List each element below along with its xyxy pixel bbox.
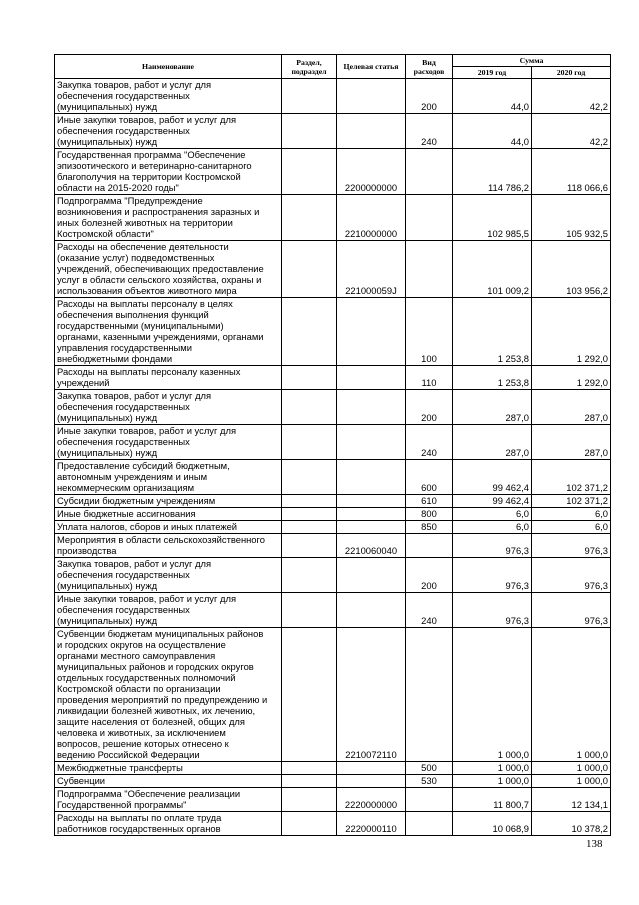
name-cell: Межбюджетные трансферты [55,762,282,775]
table-row [55,508,611,521]
table-row [55,534,611,558]
section-cell [282,114,337,149]
target-cell: 2210060040 [337,534,406,558]
sum-2020-cell: 1 292,0 [532,298,611,366]
sum-2019-cell: 287,0 [453,425,532,460]
target-cell: 2210000000 [337,195,406,241]
target-cell: 2220000110 [337,812,406,836]
sum-2019-cell: 101 009,2 [453,241,532,298]
section-cell [282,628,337,762]
name-cell: Закупка товаров, работ и услуг для обеспечения государственных (муниципальных) нужд [55,558,282,593]
kind-cell: 200 [406,79,453,114]
sum-2020-cell: 1 000,0 [532,628,611,762]
sum-2019-cell: 1 253,8 [453,366,532,390]
sum-2020-cell: 6,0 [532,508,611,521]
sum-2019-cell: 976,3 [453,558,532,593]
section-cell [282,390,337,425]
sum-2019-cell: 1 000,0 [453,775,532,788]
target-cell: 2200000000 [337,149,406,195]
kind-cell: 240 [406,425,453,460]
sum-2019-cell: 1 253,8 [453,298,532,366]
sum-2020-cell: 1 000,0 [532,762,611,775]
sum-2020-cell: 118 066,6 [532,149,611,195]
kind-cell: 850 [406,521,453,534]
sum-2019-cell: 1 000,0 [453,628,532,762]
table-row [55,788,611,812]
target-cell [337,366,406,390]
name-cell: Предоставление субсидий бюджетным, автономным учреждениям и иным некоммерческим организациям [55,460,282,495]
sum-2020-cell: 102 371,2 [532,460,611,495]
name-cell: Подпрограмма "Обеспечение реализации Государственной программы" [55,788,282,812]
sum-2019-cell: 44,0 [453,79,532,114]
section-cell [282,298,337,366]
name-cell: Расходы на выплаты персоналу казенных учреждений [55,366,282,390]
section-cell [282,495,337,508]
sum-2020-cell: 1 292,0 [532,366,611,390]
sum-2019-cell: 99 462,4 [453,495,532,508]
header-year-2019: 2019 год [453,67,532,79]
section-cell [282,775,337,788]
kind-cell [406,241,453,298]
target-cell: 2220000000 [337,788,406,812]
header-sum: Сумма [453,55,611,67]
section-cell [282,534,337,558]
sum-2019-cell: 976,3 [453,534,532,558]
table-row [55,593,611,628]
target-cell [337,460,406,495]
sum-2019-cell: 102 985,5 [453,195,532,241]
name-cell: Иные закупки товаров, работ и услуг для обеспечения государственных (муниципальных) нужд [55,593,282,628]
name-cell: Расходы на обеспечение деятельности (оказание услуг) подведомственных учреждений, обеспечивающих предоставление услуг в области сельского хозяйства, охраны и использования объектов животного мира [55,241,282,298]
kind-cell: 100 [406,298,453,366]
table-row [55,775,611,788]
table-row [55,390,611,425]
section-cell [282,195,337,241]
table-header [55,55,611,79]
name-cell: Иные бюджетные ассигнования [55,508,282,521]
section-cell [282,593,337,628]
kind-cell: 600 [406,460,453,495]
budget-table [54,54,611,836]
table-row [55,79,611,114]
table-row [55,762,611,775]
target-cell: 2210072110 [337,628,406,762]
kind-cell: 240 [406,593,453,628]
target-cell [337,298,406,366]
kind-cell [406,628,453,762]
name-cell: Иные закупки товаров, работ и услуг для обеспечения государственных (муниципальных) нужд [55,114,282,149]
target-cell [337,762,406,775]
header-row [55,55,611,67]
name-cell: Закупка товаров, работ и услуг для обеспечения государственных (муниципальных) нужд [55,390,282,425]
name-cell: Субвенции [55,775,282,788]
target-cell [337,775,406,788]
sum-2019-cell: 1 000,0 [453,762,532,775]
name-cell: Расходы на выплаты персоналу в целях обеспечения выполнения функций государственными (муниципальными) органами, казенными учреждениями, органами управления государственными внебюджетными фондами [55,298,282,366]
section-cell [282,460,337,495]
sum-2020-cell: 103 956,2 [532,241,611,298]
name-cell: Мероприятия в области сельскохозяйственного производства [55,534,282,558]
table-row [55,558,611,593]
kind-cell: 530 [406,775,453,788]
target-cell [337,114,406,149]
table-body [55,79,611,836]
sum-2019-cell: 11 800,7 [453,788,532,812]
sum-2020-cell: 976,3 [532,534,611,558]
section-cell [282,149,337,195]
section-cell [282,788,337,812]
sum-2019-cell: 976,3 [453,593,532,628]
header-target: Целевая статья [337,55,406,79]
sum-2020-cell: 42,2 [532,114,611,149]
name-cell: Уплата налогов, сборов и иных платежей [55,521,282,534]
target-cell: 221000059J [337,241,406,298]
kind-cell [406,812,453,836]
sum-2019-cell: 114 786,2 [453,149,532,195]
table-row [55,628,611,762]
sum-2019-cell: 6,0 [453,521,532,534]
header-name: Наименование [55,55,282,79]
table-row [55,149,611,195]
section-cell [282,366,337,390]
kind-cell [406,534,453,558]
table-row [55,812,611,836]
target-cell [337,558,406,593]
sum-2020-cell: 12 134,1 [532,788,611,812]
target-cell [337,79,406,114]
section-cell [282,425,337,460]
target-cell [337,390,406,425]
table-row [55,298,611,366]
target-cell [337,495,406,508]
sum-2019-cell: 10 068,9 [453,812,532,836]
header-year-2020: 2020 год [532,67,611,79]
kind-cell: 200 [406,558,453,593]
target-cell [337,521,406,534]
page-number: 138 [586,838,603,850]
sum-2020-cell: 102 371,2 [532,495,611,508]
name-cell: Расходы на выплаты по оплате труда работников государственных органов [55,812,282,836]
kind-cell: 500 [406,762,453,775]
header-kind: Вид расходов [406,55,453,79]
name-cell: Иные закупки товаров, работ и услуг для обеспечения государственных (муниципальных) нужд [55,425,282,460]
table-row [55,195,611,241]
kind-cell: 610 [406,495,453,508]
section-cell [282,508,337,521]
target-cell [337,508,406,521]
sum-2019-cell: 6,0 [453,508,532,521]
kind-cell [406,149,453,195]
section-cell [282,79,337,114]
sum-2020-cell: 287,0 [532,390,611,425]
sum-2019-cell: 287,0 [453,390,532,425]
header-section: Раздел, подраздел [282,55,337,79]
name-cell: Государственная программа "Обеспечение эпизоотического и ветеринарно-санитарного благополучия на территории Костромской области на 2015-2020 годы" [55,149,282,195]
sum-2020-cell: 1 000,0 [532,775,611,788]
table-row [55,521,611,534]
kind-cell: 240 [406,114,453,149]
name-cell: Субсидии бюджетным учреждениям [55,495,282,508]
sum-2020-cell: 976,3 [532,593,611,628]
sum-2020-cell: 6,0 [532,521,611,534]
table-row [55,495,611,508]
sum-2020-cell: 105 932,5 [532,195,611,241]
section-cell [282,521,337,534]
sum-2020-cell: 10 378,2 [532,812,611,836]
kind-cell: 200 [406,390,453,425]
kind-cell: 110 [406,366,453,390]
table-row [55,425,611,460]
table-row [55,241,611,298]
target-cell [337,425,406,460]
section-cell [282,241,337,298]
name-cell: Подпрограмма "Предупреждение возникновения и распространения заразных и иных болезней животных на территории Костромской области" [55,195,282,241]
sum-2020-cell: 287,0 [532,425,611,460]
name-cell: Закупка товаров, работ и услуг для обеспечения государственных (муниципальных) нужд [55,79,282,114]
target-cell [337,593,406,628]
section-cell [282,558,337,593]
table-row [55,114,611,149]
kind-cell [406,788,453,812]
sum-2019-cell: 99 462,4 [453,460,532,495]
kind-cell: 800 [406,508,453,521]
sum-2020-cell: 42,2 [532,79,611,114]
section-cell [282,812,337,836]
name-cell: Субвенции бюджетам муниципальных районов и городских округов на осуществление органами местного самоуправления муниципальных районов и городских округов отдельных государственных полномочий Костромской области по организации проведения мероприятий по предупреждению и ликвидации болезней животных, их лечению, защите населения от болезней, общих для человека и животных, за исключением вопросов, решение которых отнесено к ведению Российской Федерации [55,628,282,762]
kind-cell [406,195,453,241]
sum-2020-cell: 976,3 [532,558,611,593]
section-cell [282,762,337,775]
sum-2019-cell: 44,0 [453,114,532,149]
table-row [55,366,611,390]
table-row [55,460,611,495]
